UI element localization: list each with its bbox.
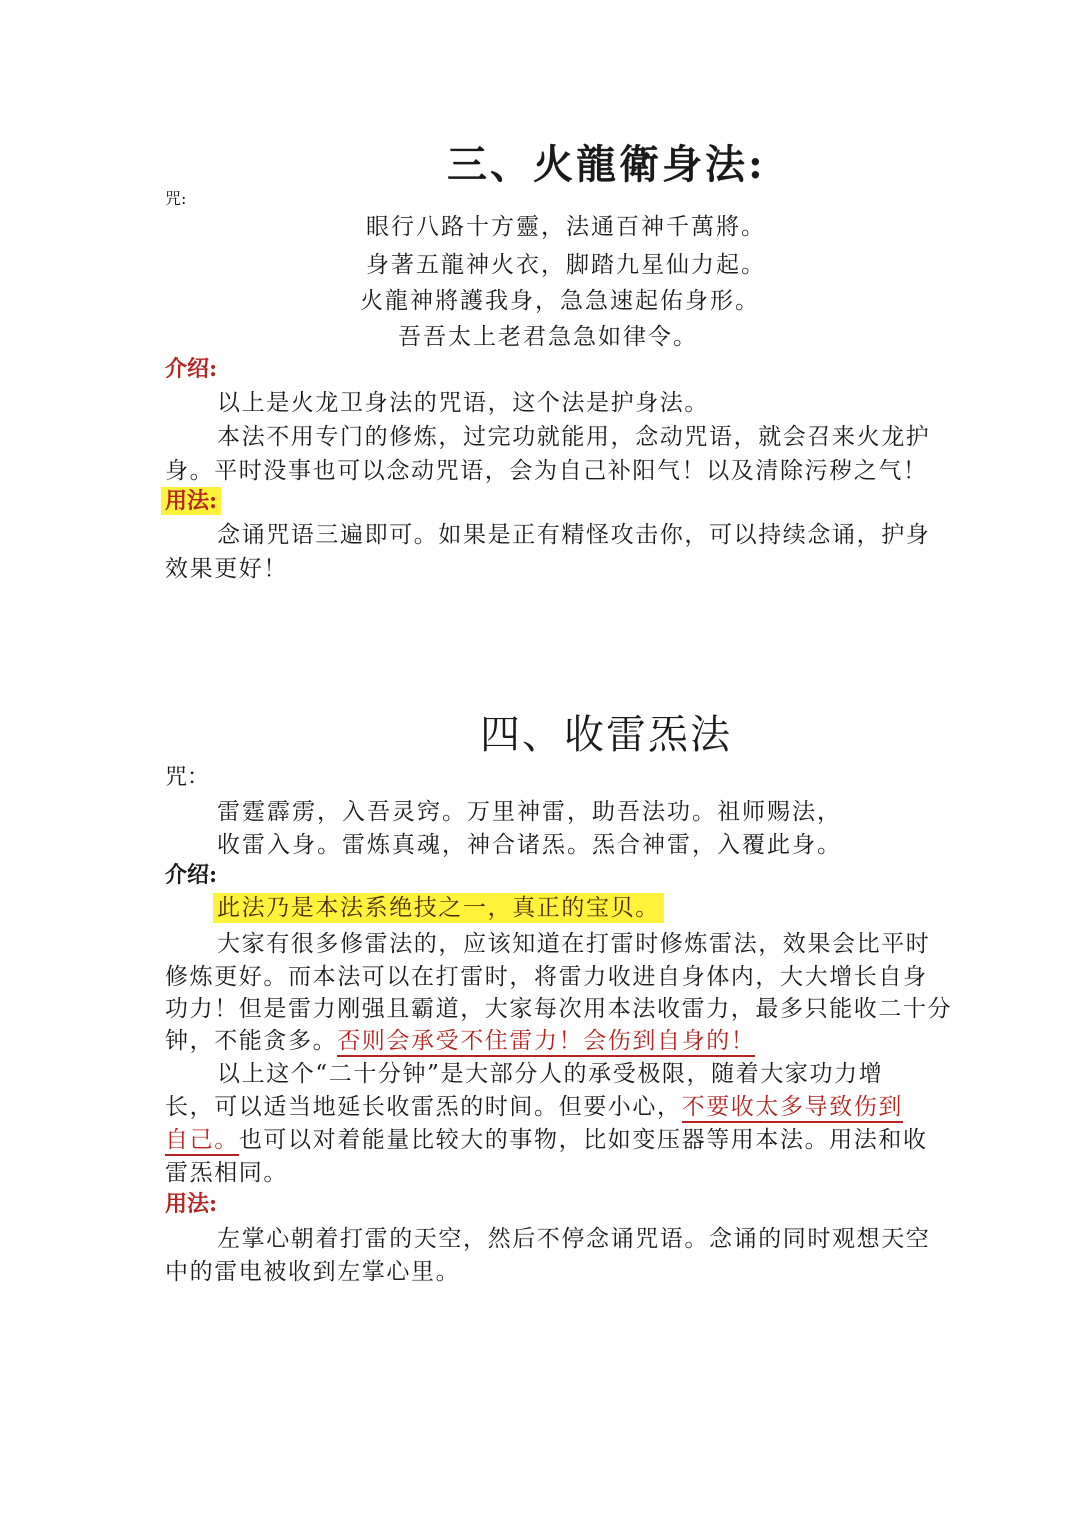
section4-para1-last-plain: 钟，不能贪多。 xyxy=(165,1028,338,1054)
section3-chant-line: 眼行八路十方靈，法通百神千萬將。 xyxy=(366,214,766,240)
section3-intro-line: 身。平时没事也可以念动咒语，会为自己补阳气！以及清除污秽之气！ xyxy=(165,458,928,484)
section4-para1-line: 修炼更好。而本法可以在打雷时，将雷力收进自身体内，大大增长自身 xyxy=(165,964,928,990)
section3-chant-label: 咒: xyxy=(165,189,187,208)
section4-para2-line3 xyxy=(165,1121,928,1154)
section4-para2-line2-warning: 不要收太多导致伤到 xyxy=(682,1094,903,1123)
section4-para1-last-warning: 否则会承受不住雷力！会伤到自身的！ xyxy=(337,1028,755,1057)
section4-usage-label: 用法: xyxy=(165,1191,218,1217)
section3-usage-line: 念诵咒语三遍即可。如果是正有精怪攻击你，可以持续念诵，护身 xyxy=(217,522,931,548)
section4-usage-line: 中的雷电被收到左掌心里。 xyxy=(165,1259,461,1285)
section4-para1-line: 功力！但是雷力刚强且霸道，大家每次用本法收雷力，最多只能收二十分 xyxy=(165,996,953,1022)
section3-title: 三、火龍衛身法: xyxy=(447,141,766,188)
section4-title: 四、收雷炁法 xyxy=(480,712,732,758)
section3-chant-line: 火龍神將護我身，急急速起佑身形。 xyxy=(360,288,760,314)
section4-para2-line4: 雷炁相同。 xyxy=(165,1160,288,1186)
section4-para2-line3-warning: 自己。 xyxy=(165,1127,239,1156)
section4-para2-line3-plain: 也可以对着能量比较大的事物，比如变压器等用本法。用法和收 xyxy=(238,1127,928,1153)
section4-intro-label: 介绍: xyxy=(165,862,218,888)
section4-para2-line1: 以上这个“二十分钟”是大部分人的承受极限，随着大家功力增 xyxy=(217,1061,884,1087)
section3-usage-label-text: 用法: xyxy=(161,487,221,515)
section3-usage-line: 效果更好！ xyxy=(165,556,288,582)
section4-highlight-line xyxy=(213,889,664,922)
section4-para2-line2-plain: 长，可以适当地延长收雷炁的时间。但要小心， xyxy=(165,1094,682,1120)
section4-chant-label: 咒： xyxy=(165,765,210,790)
section3-intro-label: 介绍: xyxy=(165,356,218,382)
section4-para1-line: 大家有很多修雷法的，应该知道在打雷时修炼雷法，效果会比平时 xyxy=(217,931,931,957)
section4-highlight-text: 此法乃是本法系绝技之一，真正的宝贝。 xyxy=(213,893,664,923)
section3-usage-label xyxy=(161,484,221,515)
section3-chant-line: 身著五龍神火衣，脚踏九星仙力起。 xyxy=(366,252,766,278)
section3-chant-line: 吾吾太上老君急急如律令。 xyxy=(398,324,698,350)
section4-para2-line2 xyxy=(165,1088,903,1121)
section4-para1-last xyxy=(165,1022,755,1055)
section3-intro-line: 以上是火龙卫身法的咒语，这个法是护身法。 xyxy=(217,390,709,416)
section4-usage-line: 左掌心朝着打雷的天空，然后不停念诵咒语。念诵的同时观想天空 xyxy=(217,1226,931,1252)
section3-intro-line: 本法不用专门的修炼，过完功就能用，念动咒语，就会召来火龙护 xyxy=(217,424,931,450)
section4-chant-line: 收雷入身。雷炼真魂，神合诸炁。炁合神雷，入覆此身。 xyxy=(217,832,842,858)
section4-chant-line: 雷霆霹雳，入吾灵窍。万里神雷，助吾法功。祖师赐法， xyxy=(217,799,842,825)
